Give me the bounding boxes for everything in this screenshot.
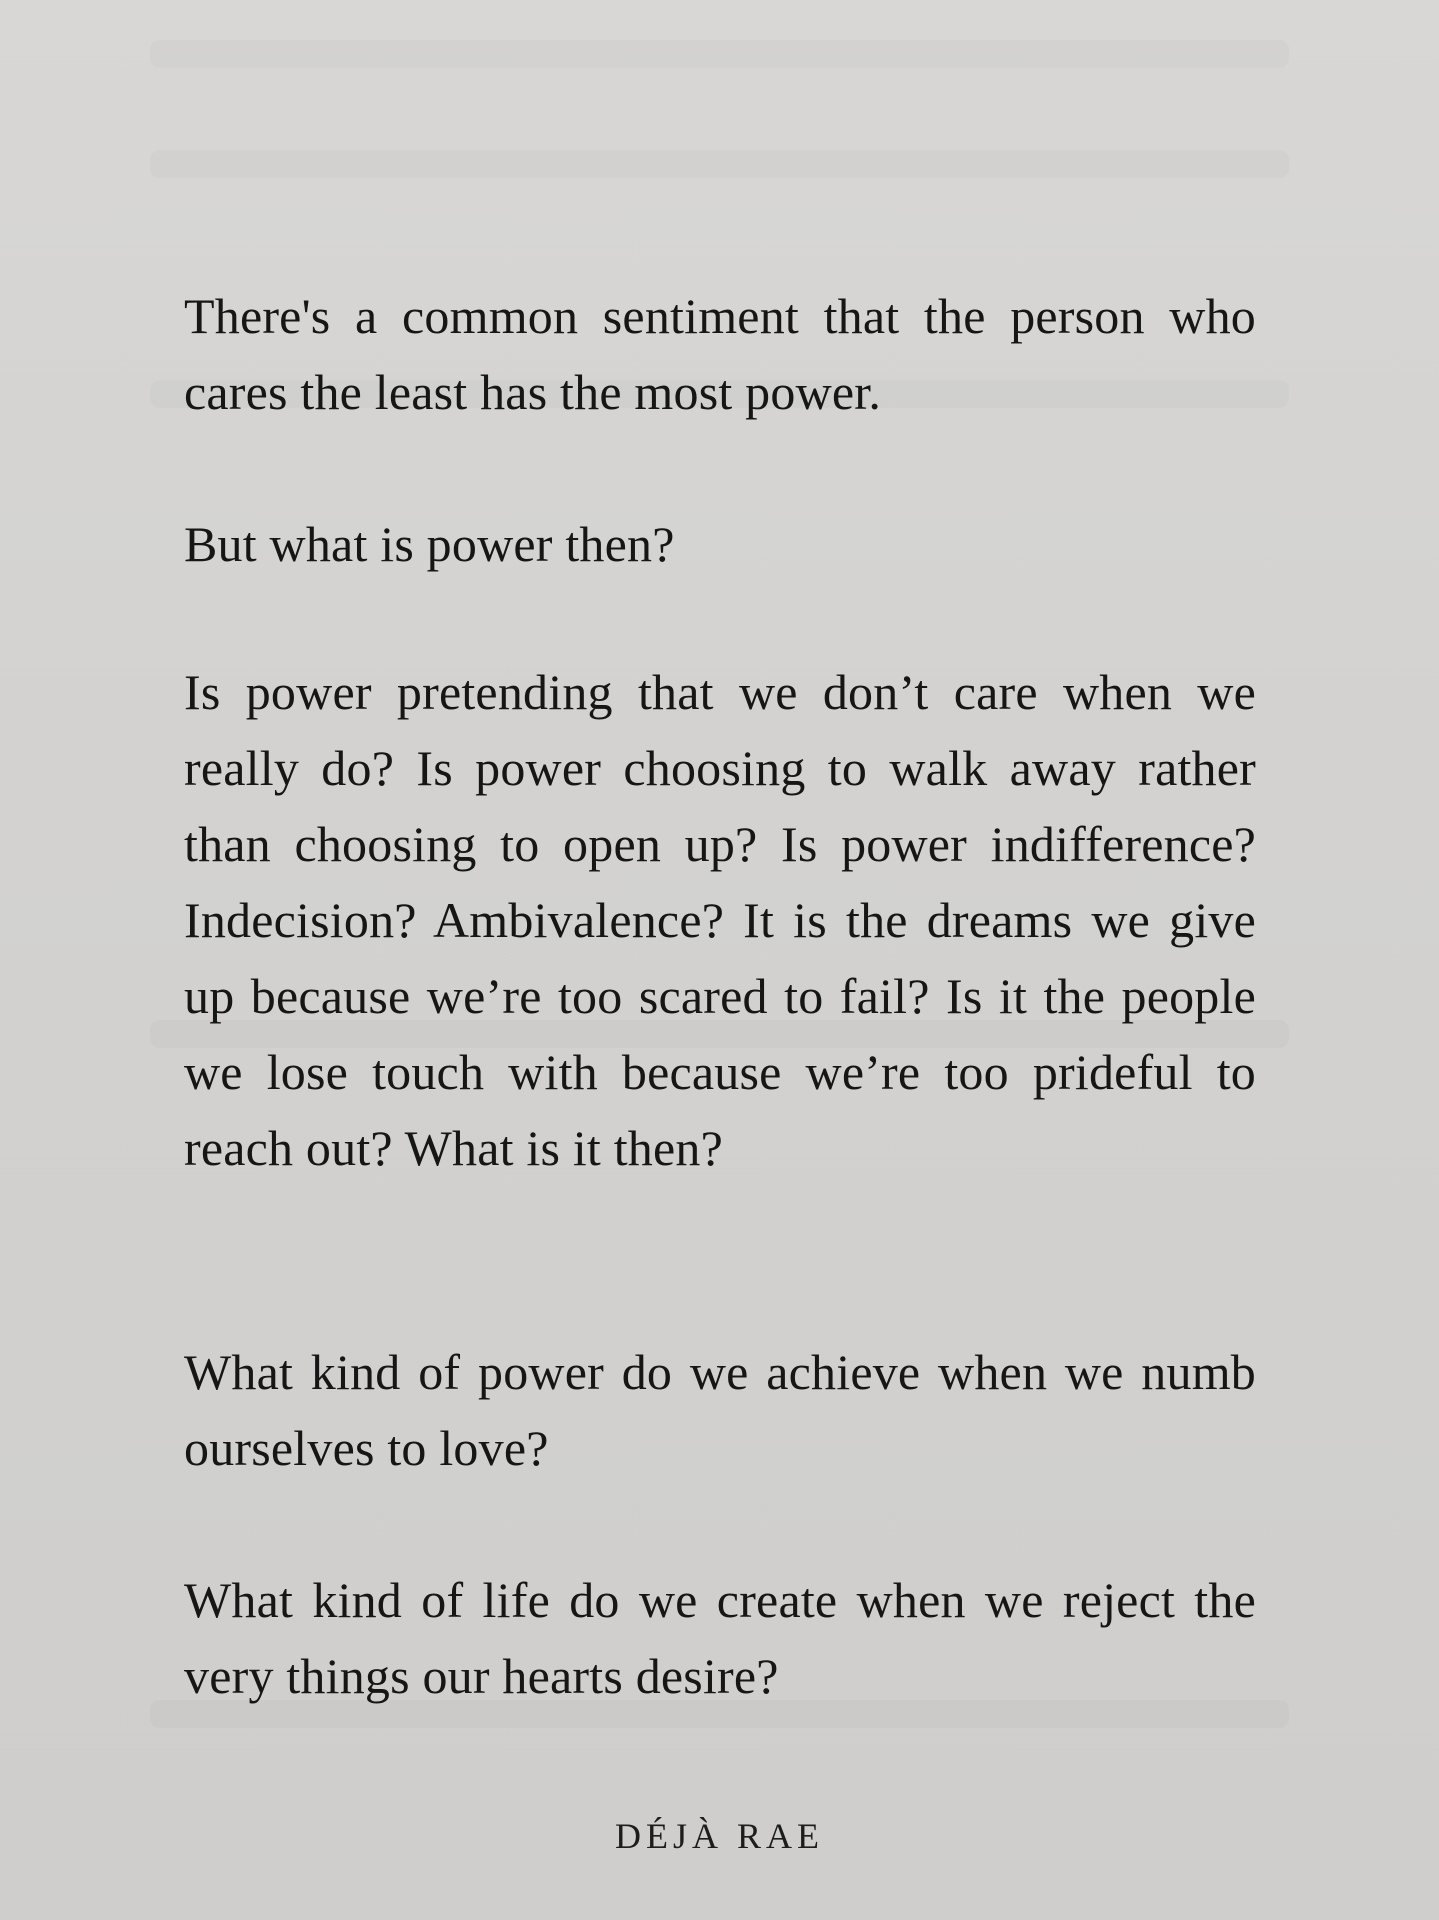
paragraph-2: But what is power then? [184,516,675,572]
paragraph-4: What kind of power do we achieve when we numb ourselves to love? [184,1344,1256,1476]
bleed-through-line [150,150,1289,178]
paragraph-1: There's a common sentiment that the person who cares the least has the most power. [184,288,1256,420]
paragraph-3: Is power pretending that we don’t care when we really do? Is power choosing to walk away rather than choosing to open up? Is power indifference? Indecision? Ambivalence? It is the dreams we give up because we’re too scared to fail? Is it the people we lose touch with because we’re too prideful to reach out? What is it then? [184,664,1256,1176]
bleed-through-line [150,40,1289,68]
author-name: DÉJÀ RAE [615,1816,824,1856]
paragraph-5: What kind of life do we create when we reject the very things our hearts desire? [184,1572,1256,1704]
